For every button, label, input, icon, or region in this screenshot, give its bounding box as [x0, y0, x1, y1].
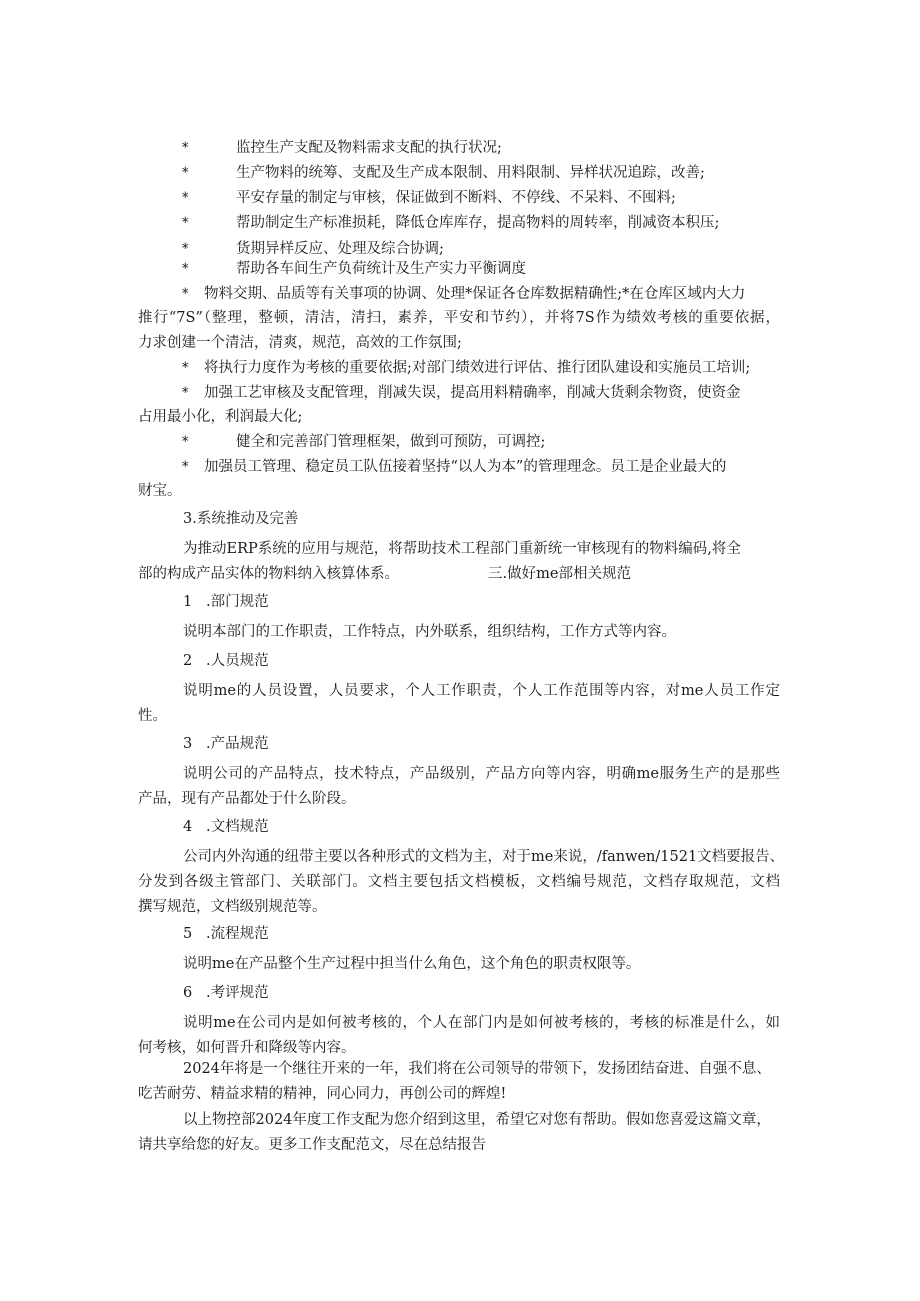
bullet-text: 监控生产支配及物料需求支配的执行状况;	[236, 140, 502, 156]
closing-para-line: 请共享给您的好友。更多工作支配范文，尽在总结报告	[138, 1137, 486, 1153]
materials-para-line: 力求创建一个清洁，清爽，规范，高效的工作氛围;	[138, 335, 462, 351]
section3-para-line: 部的构成产品实体的物料纳入核算体系。	[138, 566, 399, 582]
bullet-text: 帮助制定生产标准损耗，降低仓库库存，提高物料的周转率，削减资本积压;	[236, 215, 720, 231]
spec-title: .流程规范	[206, 926, 269, 942]
spec-title: .人员规范	[206, 653, 269, 669]
spec-number: 6	[183, 985, 193, 1001]
spec-body-line: 分发到各级主管部门、关联部门。文档主要包括文档模板，文档编号规范，文档存取规范，文档	[138, 874, 780, 890]
spec-body-line: 性。	[138, 708, 167, 724]
spec-title: .考评规范	[206, 985, 269, 1001]
closing-para-line: 以上物控部2024年度工作支配为您介绍到这里，希望它对您有帮助。假如您喜爱这篇文章，	[183, 1112, 771, 1128]
bullet-text: 平安存量的制定与审核，保证做到不断料、不停线、不呆料、不囤料;	[236, 190, 676, 206]
spec-title: .部门规范	[206, 594, 269, 610]
bullet-marker: *	[181, 434, 190, 450]
section-heading: 三.做好me部相关规范	[488, 566, 631, 582]
spec-body-line: 撰写规范，文档级别规范等。	[138, 899, 327, 915]
closing-para-line: 吃苦耐劳、精益求精的精神，同心同力，再创公司的辉煌!	[138, 1086, 507, 1102]
materials-para-line: 推行“7S”（整理，整顿，清洁，清扫，素养，平安和节约），并将7S作为绩效考核的重要依据，	[138, 310, 780, 326]
bullet-marker: *	[181, 360, 190, 376]
bullet-marker: *	[181, 190, 190, 206]
closing-para-line: 2024年将是一个继往开来的一年，我们将在公司领导的带领下，发扬团结奋进、自强不息、	[183, 1061, 771, 1077]
section-heading: 3.系统推动及完善	[183, 511, 299, 527]
spec-title: .文档规范	[206, 819, 269, 835]
bullet-text: 生产物料的统筹、支配及生产成本限制、用料限制、异样状况追踪，改善;	[236, 165, 705, 181]
spec-body-line: 公司内外沟通的纽带主要以各种形式的文档为主，对于me来说，/fanwen/1521文档要报告、	[183, 849, 785, 865]
bullet-marker: *	[181, 459, 190, 475]
staff-para-line: 加强员工管理、稳定员工队伍接着坚持“以人为本”的管理理念。员工是企业最大的	[204, 459, 727, 475]
spec-title: .产品规范	[206, 736, 269, 752]
bullet-marker: *	[181, 165, 190, 181]
craft-para-line: 加强工艺审核及支配管理，削减失误，提高用料精确率，削减大货剩余物资，使资金	[204, 385, 741, 401]
bullet-marker: *	[181, 261, 190, 277]
spec-body-line: 说明me在产品整个生产过程中担当什么角色，这个角色的职责权限等。	[183, 956, 641, 972]
spec-number: 5	[183, 926, 193, 942]
bullet-marker: *	[181, 286, 190, 302]
bullet-text: 健全和完善部门管理框架，做到可预防，可调控;	[236, 434, 546, 450]
spec-number: 4	[183, 819, 193, 835]
spec-number: 3	[183, 736, 193, 752]
spec-body-line: 说明本部门的工作职责，工作特点，内外联系，组织结构，工作方式等内容。	[183, 624, 676, 640]
section3-para-line: 为推动ERP系统的应用与规范，将帮助技术工程部门重新统一审核现有的物料编码,将全	[183, 541, 741, 557]
spec-body-line: 何考核，如何晋升和降级等内容。	[138, 1040, 356, 1056]
spec-body-line: 说明me在公司内是如何被考核的，个人在部门内是如何被考核的，考核的标准是什么，如	[183, 1015, 780, 1031]
bullet-marker: *	[181, 140, 190, 156]
spec-number: 1	[183, 594, 193, 610]
materials-para-line: 物料交期、品质等有关事项的协调、处理*保证各仓库数据精确性;*在仓库区域内大力	[204, 286, 746, 302]
bullet-text: 货期异样反应、处理及综合协调;	[236, 241, 444, 257]
bullet-marker: *	[181, 215, 190, 231]
bullet-text: 将执行力度作为考核的重要依据;对部门绩效进行评估、推行团队建设和实施员工培训;	[204, 360, 751, 376]
bullet-marker: *	[181, 385, 190, 401]
spec-body-line: 说明me的人员设置，人员要求，个人工作职责，个人工作范围等内容，对me人员工作定	[183, 683, 780, 699]
bullet-text: 帮助各车间生产负荷统计及生产实力平衡调度	[236, 261, 526, 277]
bullet-marker: *	[181, 241, 190, 257]
spec-body-line: 说明公司的产品特点，技术特点，产品级别，产品方向等内容，明确me服务生产的是那些	[183, 766, 780, 782]
spec-number: 2	[183, 653, 193, 669]
spec-body-line: 产品，现有产品都处于什么阶段。	[138, 791, 356, 807]
staff-para-line: 财宝。	[138, 483, 182, 499]
craft-para-line: 占用最小化，利润最大化;	[138, 409, 303, 425]
